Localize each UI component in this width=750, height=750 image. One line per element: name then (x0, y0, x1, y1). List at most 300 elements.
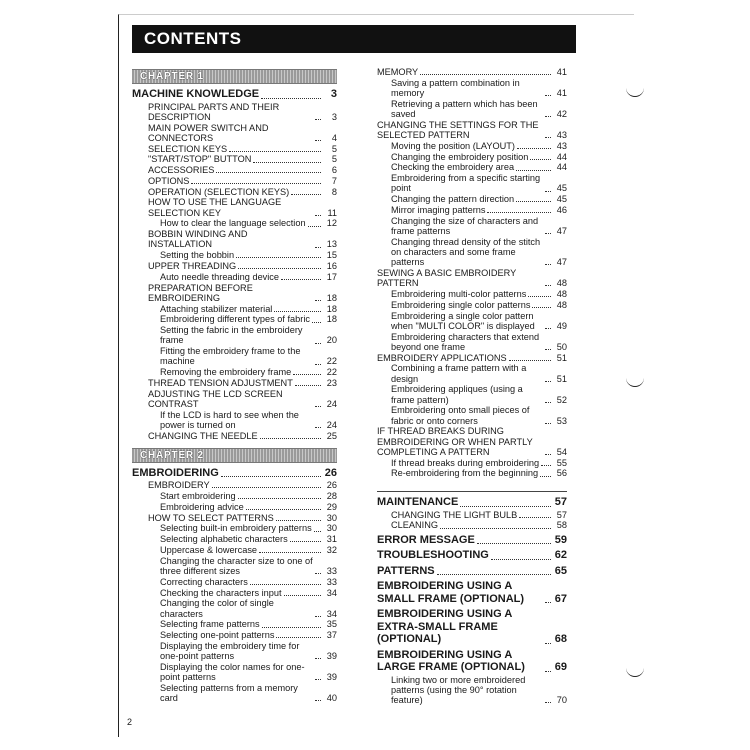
toc-entry-page: 30 (326, 512, 337, 523)
toc-entry (377, 67, 567, 77)
toc-entry-page: 45 (556, 194, 567, 205)
toc-entry-page: 37 (326, 630, 337, 641)
toc-entry-title: Embroidering appliques (using a frame pattern) (391, 384, 523, 405)
toc-entry-page: 65 (554, 564, 567, 577)
dot-leader (236, 257, 321, 258)
toc-entry-title: OPERATION (SELECTION KEYS) (148, 186, 290, 197)
dot-leader (315, 343, 321, 344)
dot-leader (281, 279, 321, 280)
dot-leader (295, 385, 321, 386)
toc-entry-page: 43 (556, 130, 567, 140)
toc-entry (132, 250, 337, 260)
toc-entry-page: 39 (326, 651, 337, 662)
dot-leader (545, 402, 551, 403)
toc-entry (132, 556, 337, 576)
toc-entry-title: ACCESSORIES (148, 165, 215, 176)
toc-entry-page: 49 (556, 320, 567, 331)
toc-entry-title: Mirror imaging patterns (391, 204, 486, 215)
dot-leader (545, 285, 551, 286)
toc-entry-page: 54 (556, 446, 567, 457)
dot-leader (545, 454, 551, 455)
toc-entry-page: 53 (556, 415, 567, 426)
toc-entry-title: EMBROIDERY (148, 480, 210, 491)
toc-entry (132, 88, 337, 101)
toc-entry-title: CHANGING THE NEEDLE (148, 430, 258, 441)
dot-leader (517, 148, 551, 149)
toc-entry-page: 5 (331, 154, 337, 165)
dot-leader (290, 541, 321, 542)
dot-leader (315, 247, 321, 248)
toc-entry-page: 24 (326, 420, 337, 431)
dot-leader (545, 423, 551, 424)
toc-entry-title: Re-embroidering from the beginning (391, 468, 539, 479)
toc-entry-page: 15 (326, 250, 337, 261)
dot-leader (519, 517, 551, 518)
toc-entry-title: PRINCIPAL PARTS AND THEIR DESCRIPTION (148, 101, 280, 122)
toc-entry-title: "START/STOP" BUTTON (148, 154, 252, 165)
toc-entry-page: 52 (556, 394, 567, 405)
toc-entry (377, 580, 567, 605)
toc-entry-title: MAIN POWER SWITCH AND CONNECTORS (148, 122, 269, 143)
toc-entry-page: 40 (326, 693, 337, 704)
page-number: 2 (127, 717, 133, 727)
toc-entry-page: 51 (556, 352, 567, 363)
toc-entry-page: 32 (326, 544, 337, 555)
toc-entry-page: 26 (326, 480, 337, 491)
toc-entry-title: Changing the embroidery position (391, 151, 529, 162)
toc-entry (132, 598, 337, 618)
toc-entry (377, 426, 567, 457)
toc-entry-title: Embroidering a single color pattern when "MULTI COLOR" is displayed (391, 310, 535, 331)
dot-leader (221, 476, 321, 477)
dot-leader (253, 162, 321, 163)
toc-entry-title: HOW TO SELECT PATTERNS (148, 512, 274, 523)
toc-entry-page: 47 (556, 225, 567, 236)
dot-leader (516, 201, 551, 202)
toc-entry-page: 22 (326, 356, 337, 367)
toc-entry (132, 641, 337, 661)
toc-entry (132, 102, 337, 122)
toc-entry (377, 534, 567, 547)
toc-entry-title: Displaying the embroidery time for one-point patterns (160, 640, 300, 662)
dot-leader (545, 349, 551, 350)
toc-entry-page: 43 (556, 140, 567, 151)
dot-leader (545, 264, 551, 265)
toc-entry (132, 480, 337, 490)
toc-entry-title: Selecting alphabetic characters (160, 534, 288, 545)
dot-leader (216, 172, 321, 173)
toc-entry-page: 46 (556, 204, 567, 215)
dot-leader (315, 616, 321, 617)
toc-entry-title: Checking the embroidery area (391, 162, 515, 173)
toc-entry-title: Uppercase & lowercase (160, 544, 258, 555)
chapter-1-label: CHAPTER 1 (140, 71, 204, 82)
dot-leader (238, 498, 321, 499)
dot-leader (509, 360, 551, 361)
toc-entry-title: MACHINE KNOWLEDGE (132, 88, 260, 100)
dot-leader (250, 584, 321, 585)
toc-entry-page: 12 (326, 218, 337, 229)
chapter-2-entries (132, 467, 337, 704)
toc-entry-page: 67 (554, 592, 567, 605)
toc-entry-title: IF THREAD BREAKS DURING EMBROIDERING OR WHEN PARTLY COMPLETING A PATTERN (377, 426, 533, 457)
toc-entry-page: 34 (326, 608, 337, 619)
toc-entry-title: OPTIONS (148, 175, 190, 186)
dot-leader (516, 170, 551, 171)
dot-leader (491, 559, 551, 560)
dot-leader (191, 183, 321, 184)
toc-entry-page: 8 (331, 186, 337, 197)
toc-entry (377, 205, 567, 215)
dot-leader (312, 322, 321, 323)
dot-leader (315, 119, 321, 120)
toc-entry (132, 229, 337, 249)
dot-leader (261, 98, 321, 99)
toc-entry (132, 325, 337, 345)
toc-entry-page: 39 (326, 672, 337, 683)
toc-entry (132, 272, 337, 282)
toc-entry-title: MAINTENANCE (377, 496, 459, 509)
toc-entry-page: 11 (327, 207, 337, 218)
toc-entry-title: SEWING A BASIC EMBROIDERY PATTERN (377, 267, 517, 289)
toc-entry (132, 304, 337, 314)
toc-entry-page: 56 (556, 468, 567, 479)
dot-leader (545, 381, 551, 382)
dot-leader (545, 233, 551, 234)
toc-entry (132, 491, 337, 501)
dot-leader (477, 543, 551, 544)
appendix-entries (377, 496, 567, 705)
toc-entry-title: Changing the pattern direction (391, 194, 515, 205)
toc-entry-title: How to clear the language selection (160, 218, 306, 229)
dot-leader (545, 328, 551, 329)
toc-entry-title: Embroidering from a specific starting point (391, 173, 541, 194)
toc-entry-page: 30 (326, 523, 337, 534)
dot-leader (260, 438, 321, 439)
toc-entry-title: Embroidering multi-color patterns (391, 288, 527, 299)
toc-entry (377, 510, 567, 520)
toc-entry-title: THREAD TENSION ADJUSTMENT (148, 378, 293, 389)
dot-leader (315, 215, 321, 216)
dot-leader (420, 74, 551, 75)
toc-entry-page: 42 (556, 109, 567, 119)
toc-entry-page: 22 (326, 367, 337, 378)
toc-entry-title: Retrieving a pattern which has been saved (391, 98, 538, 119)
toc-entry-page: 7 (331, 175, 337, 186)
toc-entry-page: 6 (331, 165, 337, 176)
toc-entry-page: 25 (326, 430, 337, 441)
dot-leader (212, 487, 321, 488)
toc-entry (377, 496, 567, 509)
dot-leader (284, 595, 321, 596)
dot-leader (541, 465, 551, 466)
toc-left-column (132, 69, 337, 704)
toc-entry (377, 99, 567, 119)
page-title: CONTENTS (132, 25, 576, 53)
toc-right-column (377, 67, 567, 706)
toc-entry-title: Combining a frame pattern with a design (391, 363, 527, 384)
toc-entry-page: 41 (556, 88, 567, 98)
dot-leader (487, 212, 551, 213)
toc-entry-page: 69 (554, 661, 567, 674)
toc-entry (377, 405, 567, 425)
toc-entry (132, 683, 337, 703)
toc-entry-page: 29 (326, 501, 337, 512)
toc-entry (377, 675, 567, 706)
dot-leader (315, 427, 321, 428)
dot-leader (274, 311, 321, 312)
toc-entry (377, 152, 567, 162)
dot-leader (530, 159, 551, 160)
toc-entry-title: Checking the characters input (160, 587, 282, 598)
toc-entry (377, 363, 567, 383)
toc-entry-title: Changing the character size to one of three different sizes (160, 555, 313, 576)
toc-entry-page: 35 (326, 619, 337, 630)
dot-leader (545, 191, 551, 192)
toc-entry-title: Auto needle threading device (160, 271, 280, 282)
toc-entry-page: 17 (326, 271, 337, 282)
toc-entry-page: 70 (556, 695, 567, 706)
toc-entry (132, 523, 337, 533)
toc-entry-title: Changing thread density of the stitch on characters and some frame patterns (391, 236, 541, 268)
dot-leader (315, 364, 321, 365)
dot-leader (540, 476, 551, 477)
toc-entry-page: 48 (556, 299, 567, 310)
dot-leader (315, 406, 321, 407)
toc-entry (132, 467, 337, 480)
toc-entry-title: If the LCD is hard to see when the power is turned on (160, 409, 299, 431)
toc-entry-title: Embroidering different types of fabric (160, 314, 310, 325)
toc-entry-page: 57 (556, 509, 567, 520)
toc-entry-title: PATTERNS (377, 564, 435, 577)
toc-entry (132, 662, 337, 682)
toc-entry-page: 58 (556, 520, 567, 531)
dot-leader (545, 116, 551, 117)
toc-entry-title: Fitting the embroidery frame to the machine (160, 346, 301, 367)
toc-entry (132, 314, 337, 324)
toc-entry-title: Embroidering advice (160, 501, 244, 512)
dot-leader (315, 573, 321, 574)
dot-leader (545, 137, 551, 138)
toc-entry (132, 176, 337, 186)
toc-entry-page: 45 (556, 183, 567, 194)
toc-entry (377, 173, 567, 193)
toc-entry-title: Saving a pattern combination in memory (391, 77, 520, 98)
toc-entry-page: 31 (326, 534, 337, 545)
toc-entry-title: Correcting characters (160, 576, 248, 587)
toc-entry (377, 565, 567, 578)
toc-entry-title: Embroidering single color patterns (391, 299, 531, 310)
toc-entry (132, 630, 337, 640)
dot-leader (315, 658, 321, 659)
toc-entry-title: CHANGING THE LIGHT BULB (391, 509, 518, 520)
toc-entry (132, 261, 337, 271)
toc-entry (132, 513, 337, 523)
toc-entry-page: 34 (326, 587, 337, 598)
dot-leader (315, 700, 321, 701)
toc-entry (132, 144, 337, 154)
dot-leader (262, 627, 321, 628)
toc-entry-title: If thread breaks during embroidering (391, 457, 540, 468)
toc-entry (132, 619, 337, 629)
toc-entry (132, 431, 337, 441)
dot-leader (545, 643, 551, 644)
toc-entry-title: ADJUSTING THE LCD SCREEN CONTRAST (148, 388, 283, 410)
toc-entry-title: Setting the fabric in the embroidery frame (160, 325, 303, 346)
toc-entry-page: 18 (326, 303, 337, 314)
toc-entry-page: 47 (556, 257, 567, 268)
toc-entry-page: 48 (556, 278, 567, 289)
chapter-1-entries (132, 88, 337, 441)
toc-entry-title: Linking two or more embroidered patterns (using the 90° rotation feature) (391, 674, 526, 706)
dot-leader (532, 307, 551, 308)
dot-leader (437, 574, 551, 575)
toc-entry-title: CHANGING THE SETTINGS FOR THE SELECTED PATTERN (377, 119, 539, 140)
toc-entry-title: HOW TO USE THE LANGUAGE SELECTION KEY (148, 197, 282, 218)
toc-entry (377, 458, 567, 468)
toc-entry-title: Embroidering characters that extend beyond one frame (391, 331, 540, 352)
dot-leader (315, 300, 321, 301)
dot-leader (315, 140, 321, 141)
toc-entry-page: 18 (326, 314, 337, 325)
toc-entry (377, 332, 567, 352)
toc-entry-title: PREPARATION BEFORE EMBROIDERING (148, 282, 253, 303)
toc-entry-title: EMBROIDERING USING A LARGE FRAME (OPTIONAL) (377, 648, 525, 674)
chapter-1-banner (132, 69, 337, 84)
toc-entry (377, 549, 567, 562)
toc-entry-title: Attaching stabilizer material (160, 303, 273, 314)
toc-entry-page: 16 (326, 261, 337, 272)
toc-entry (377, 237, 567, 268)
toc-entry-page: 4 (331, 132, 337, 143)
dot-leader (259, 552, 321, 553)
toc-entry-page: 48 (556, 288, 567, 299)
toc-entry-page: 50 (556, 341, 567, 352)
dot-leader (545, 671, 551, 672)
dot-leader (276, 637, 321, 638)
dot-leader (315, 679, 321, 680)
toc-entry-page: 59 (554, 533, 567, 546)
toc-entry-title: Embroidering onto small pieces of fabric or onto corners (391, 405, 530, 426)
toc-entry-page: 18 (326, 292, 337, 303)
toc-entry (132, 197, 337, 217)
toc-entry (132, 123, 337, 143)
dot-leader (440, 528, 551, 529)
dot-leader (276, 520, 321, 521)
toc-entry (132, 154, 337, 164)
toc-entry (377, 649, 567, 674)
toc-entry-page: 51 (556, 373, 567, 384)
toc-entry (132, 346, 337, 366)
toc-entry-page: 62 (554, 549, 567, 562)
toc-entry-title: Selecting one-point patterns (160, 630, 275, 641)
toc-entry-title: Changing the color of single characters (160, 598, 274, 619)
toc-entry (377, 289, 567, 299)
dot-leader (528, 296, 551, 297)
toc-entry-page: 41 (556, 67, 567, 77)
toc-entry (377, 468, 567, 478)
dot-leader (238, 268, 321, 269)
toc-entry-title: Selecting frame patterns (160, 619, 260, 630)
toc-entry-page: 33 (326, 576, 337, 587)
toc-entry-title: EMBROIDERY APPLICATIONS (377, 352, 507, 363)
toc-entry (132, 577, 337, 587)
dot-leader (229, 151, 321, 152)
toc-entry-title: CLEANING (391, 520, 438, 531)
toc-entry-page: 20 (326, 335, 337, 346)
toc-entry-page: 13 (326, 239, 337, 250)
toc-entry (377, 353, 567, 363)
toc-entry (132, 588, 337, 598)
dot-leader (291, 194, 321, 195)
toc-entry-page: 28 (326, 490, 337, 501)
toc-entry (377, 194, 567, 204)
chapter-2-continued-entries (377, 67, 567, 479)
dot-leader (314, 531, 321, 532)
toc-entry (377, 162, 567, 172)
toc-entry-title: Start embroidering (160, 490, 236, 501)
toc-entry (377, 216, 567, 236)
toc-entry (377, 141, 567, 151)
toc-entry-title: EMBROIDERING USING A EXTRA-SMALL FRAME (OPTIONAL) (377, 608, 512, 646)
toc-entry-title: EMBROIDERING (132, 466, 219, 479)
toc-entry (132, 410, 337, 430)
toc-entry (132, 165, 337, 175)
toc-entry-page: 3 (331, 111, 337, 122)
toc-entry (377, 300, 567, 310)
toc-entry (377, 268, 567, 288)
dot-leader (308, 226, 321, 227)
toc-entry (377, 608, 567, 646)
toc-entry-title: Changing the size of characters and frame patterns (391, 215, 539, 236)
toc-entry-title: ERROR MESSAGE (377, 533, 475, 546)
toc-entry (132, 187, 337, 197)
dot-leader (545, 602, 551, 603)
manual-page (118, 14, 634, 737)
toc-entry (132, 283, 337, 303)
toc-entry-title: Selecting built-in embroidery patterns (160, 523, 312, 534)
toc-entry-page: 55 (556, 457, 567, 468)
dot-leader (460, 506, 551, 507)
chapter-2-banner (132, 448, 337, 463)
toc-entry-title: EMBROIDERING USING A SMALL FRAME (OPTIONAL) (377, 580, 525, 605)
toc-entry (377, 520, 567, 530)
toc-entry (377, 384, 567, 404)
toc-entry-page: 33 (326, 565, 337, 576)
dot-leader (545, 702, 551, 703)
toc-entry-title: Setting the bobbin (160, 250, 235, 261)
toc-entry-page: 44 (556, 151, 567, 162)
toc-entry (377, 120, 567, 140)
toc-entry (377, 311, 567, 331)
toc-entry-page: 23 (326, 378, 337, 389)
toc-entry-title: Moving the position (LAYOUT) (391, 140, 515, 151)
toc-entry (132, 502, 337, 512)
toc-entry-title: Displaying the color names for one-point patterns (160, 661, 305, 683)
toc-entry-title: MEMORY (377, 67, 419, 77)
toc-entry-page: 26 (324, 466, 337, 479)
dot-leader (293, 374, 321, 375)
toc-entry-page: 5 (331, 143, 337, 154)
toc-entry-page: 44 (556, 162, 567, 173)
toc-entry-title: TROUBLESHOOTING (377, 549, 489, 562)
toc-entry (132, 534, 337, 544)
toc-entry (132, 378, 337, 388)
toc-entry (132, 545, 337, 555)
toc-entry (132, 367, 337, 377)
toc-entry (132, 218, 337, 228)
toc-entry-page: 24 (326, 399, 337, 410)
